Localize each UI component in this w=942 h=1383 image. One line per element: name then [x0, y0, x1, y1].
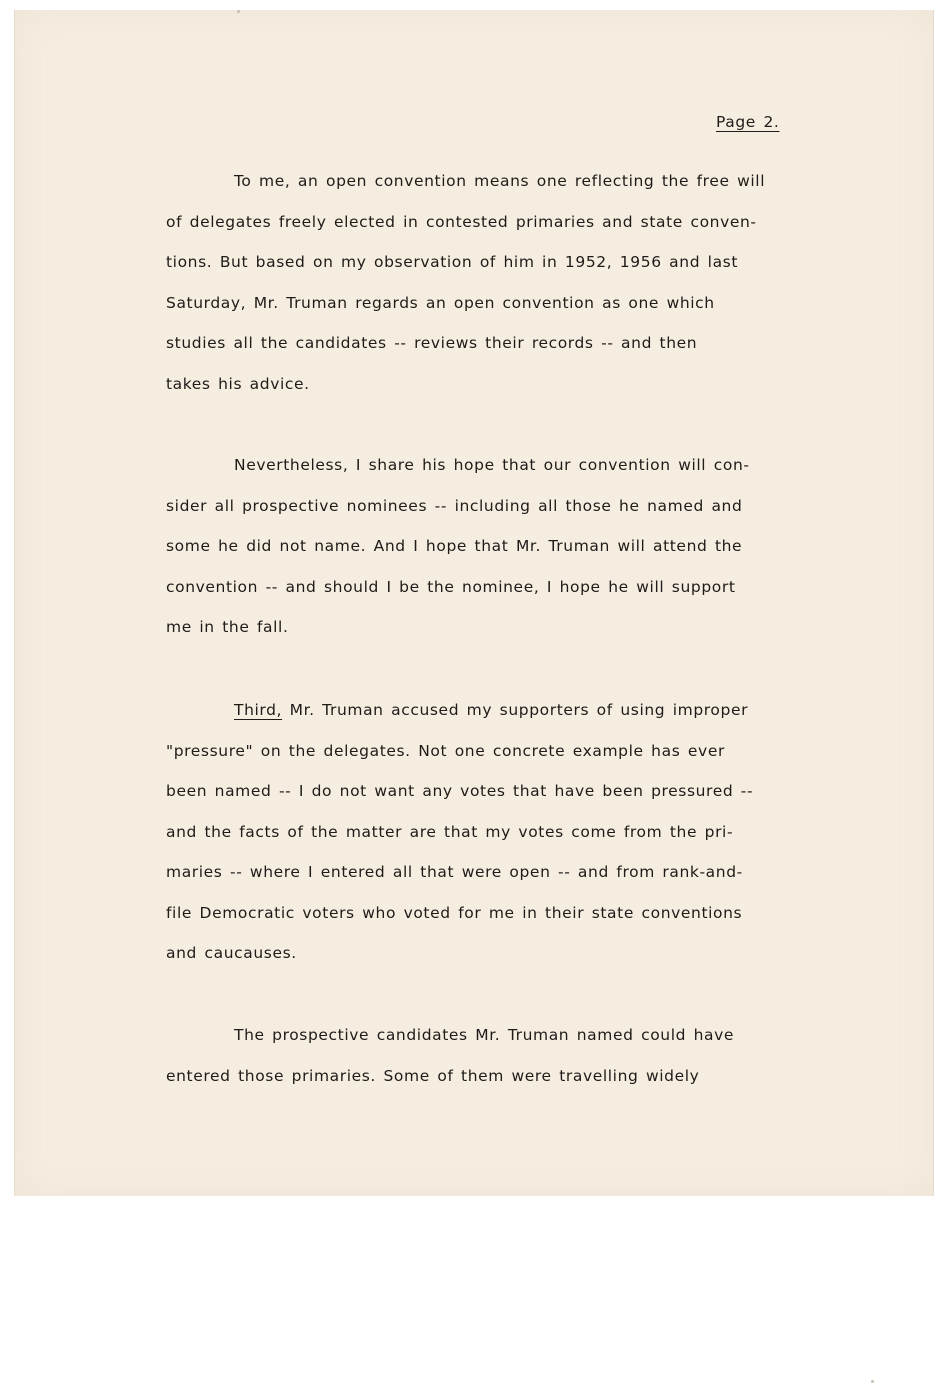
paragraph-first-line — [166, 701, 753, 742]
underlined-lead-word: Third, — [234, 701, 283, 719]
paragraph-line: studies all the candidates -- reviews their records -- and then — [166, 334, 698, 352]
paragraph-line: The prospective candidates Mr. Truman named could have — [234, 1026, 735, 1044]
paragraph-line: file Democratic voters who voted for me in their state conventions — [166, 903, 743, 922]
paragraph-line: and caucauses. — [166, 944, 297, 962]
paragraph-line: maries -- where I entered all that were open -- and from rank-and- — [166, 863, 743, 881]
paragraph-line: Nevertheless, I share his hope that our convention will con- — [234, 456, 750, 474]
paragraph-line: "pressure" on the delegates. Not one concrete example has ever — [166, 741, 725, 760]
paragraph-line: entered those primaries. Some of them were travelling widely — [166, 1066, 700, 1085]
paragraph-line: tions. But based on my observation of him in 1952, 1956 and last — [166, 253, 739, 271]
paragraph-4 — [166, 1026, 734, 1107]
paragraph-line: sider all prospective nominees -- including all those he named and — [166, 496, 743, 515]
paragraph-line: some he did not name. And I hope that Mr. Truman will attend the — [166, 537, 743, 555]
paragraph-line: been named -- I do not want any votes that have been pressured -- — [166, 782, 754, 800]
paragraph-1 — [166, 172, 765, 415]
paragraph-line: convention -- and should I be the nominee, I hope he will support — [166, 577, 736, 596]
page-number: Page 2. — [716, 113, 780, 131]
paragraph-line: me in the fall. — [166, 618, 289, 636]
paragraph-3 — [166, 701, 753, 985]
paragraph-line: and the facts of the matter are that my votes come from the pri- — [166, 822, 734, 841]
paragraph-line: takes his advice. — [166, 374, 310, 393]
paragraph-line: Saturday, Mr. Truman regards an open convention as one which — [166, 293, 715, 312]
paragraph-first-line-rest: Mr. Truman accused my supporters of using improper — [282, 701, 749, 719]
paragraph-line: To me, an open convention means one reflecting the free will — [234, 172, 766, 190]
paragraph-line: of delegates freely elected in contested primaries and state conven- — [166, 212, 757, 231]
paper-speck — [237, 10, 240, 13]
paragraph-2 — [166, 456, 750, 659]
